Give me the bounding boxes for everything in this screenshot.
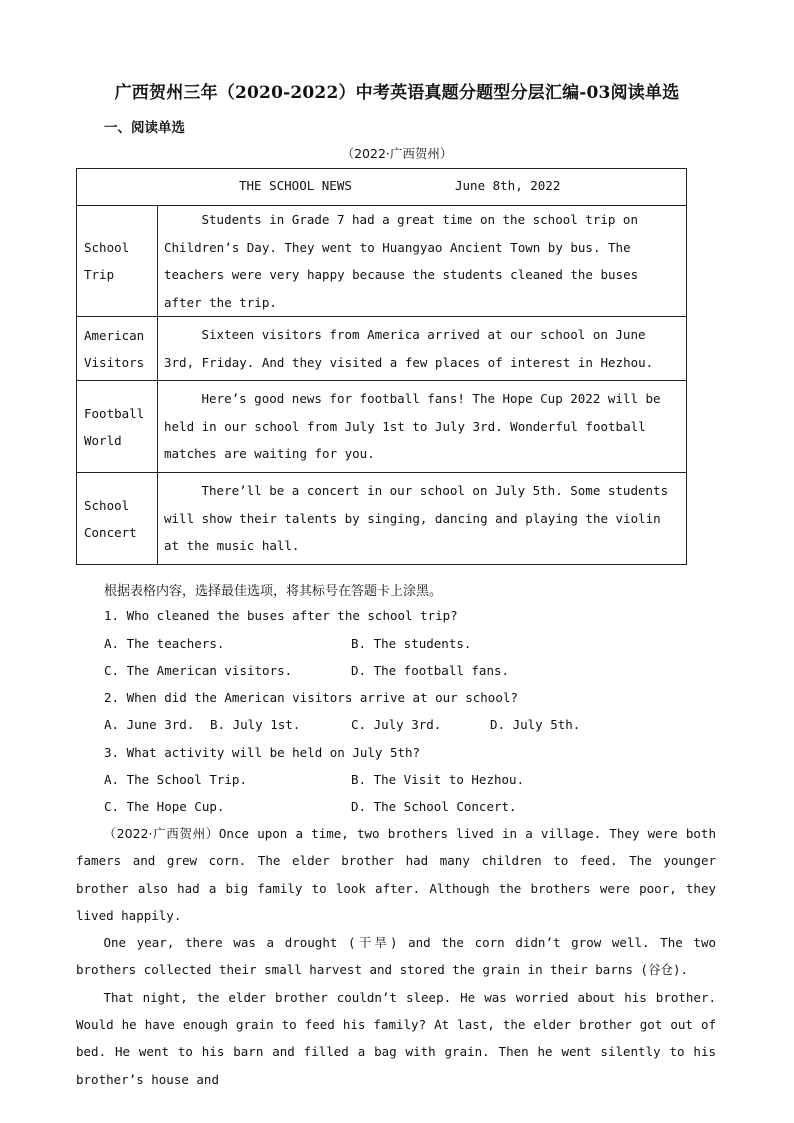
passage-paragraph: One year, there was a drought (干旱) and the corn didn’t grow well. The two brothers collected their small harvest and stored the grain in their barns (谷仓).	[76, 935, 716, 978]
row-text: Students in Grade 7 had a great time on the school trip on Children’s Day. They went to Huangyao Ancient Town by bus. The teachers were very happy because the students cleaned the buses after the trip.	[158, 206, 687, 317]
question-1-stem: 1. Who cleaned the buses after the school trip?	[104, 608, 458, 623]
table-row	[77, 206, 687, 317]
question-2-option-c[interactable]: C. July 3rd.	[351, 717, 442, 732]
passage-source: （2022·广西贺州）	[103, 826, 219, 841]
row-text: Sixteen visitors from America arrived at our school on June 3rd, Friday. And they visited a few places of interest in Hezhou.	[158, 317, 687, 381]
passage-paragraph: That night, the elder brother couldn’t sleep. He was worried about his brother. Would he have enough grain to feed his family? At last, the elder brother got out of bed. He went to his barn and filled a bag with grain. Then he went silently to his brother’s house and	[76, 989, 716, 1087]
section-heading: 一、阅读单选	[104, 120, 185, 136]
instruction-text: 根据表格内容，选择最佳选项，将其标号在答题卡上涂黑。	[104, 584, 443, 599]
question-1-option-c[interactable]: C. The American visitors.	[104, 663, 293, 678]
row-text: There’ll be a concert in our school on July 5th. Some students will show their talents by singing, dancing and playing the violin at the music hall.	[158, 473, 687, 565]
question-3-stem: 3. What activity will be held on July 5th?	[104, 745, 421, 760]
question-3-option-c[interactable]: C. The Hope Cup.	[104, 799, 225, 814]
row-label: Football World	[77, 381, 158, 473]
document-title: 广西贺州三年（2020-2022）中考英语真题分题型分层汇编-03阅读单选	[114, 83, 680, 103]
question-2-option-a[interactable]: A. June 3rd.	[104, 717, 195, 732]
paragraph-text: Once upon a time, two brothers lived in a village. They were both famers and grew corn. The elder brother had many children to feed. The younger brother also had a big family to look after. Although the brothers were poor, they lived happily.	[76, 826, 716, 923]
row-text: Here’s good news for football fans! The Hope Cup 2022 will be held in our school from July 1st to July 3rd. Wonderful football matches are waiting for you.	[158, 381, 687, 473]
school-news-table	[76, 168, 687, 565]
news-header-title: THE SCHOOL NEWS	[239, 178, 352, 193]
row-label: School Concert	[77, 473, 158, 565]
reading-passage	[76, 820, 716, 1093]
question-3-option-d[interactable]: D. The School Concert.	[351, 799, 517, 814]
question-1-option-b[interactable]: B. The students.	[351, 636, 472, 651]
table-row	[77, 473, 687, 565]
passage-paragraph	[76, 820, 716, 929]
question-2-stem: 2. When did the American visitors arrive at our school?	[104, 690, 518, 705]
table-row	[77, 317, 687, 381]
question-1-option-a[interactable]: A. The teachers.	[104, 636, 225, 651]
question-2-option-b[interactable]: B. July 1st.	[210, 717, 301, 732]
news-header-date: June 8th, 2022	[455, 178, 561, 193]
news-table-header	[77, 169, 687, 206]
row-label: School Trip	[77, 206, 158, 317]
question-1-option-d[interactable]: D. The football fans.	[351, 663, 510, 678]
table-row	[77, 381, 687, 473]
row-label: American Visitors	[77, 317, 158, 381]
passage-source: （2022·广西贺州）	[341, 146, 453, 161]
question-2-option-d[interactable]: D. July 5th.	[490, 717, 581, 732]
question-3-option-a[interactable]: A. The School Trip.	[104, 772, 247, 787]
question-3-option-b[interactable]: B. The Visit to Hezhou.	[351, 772, 525, 787]
